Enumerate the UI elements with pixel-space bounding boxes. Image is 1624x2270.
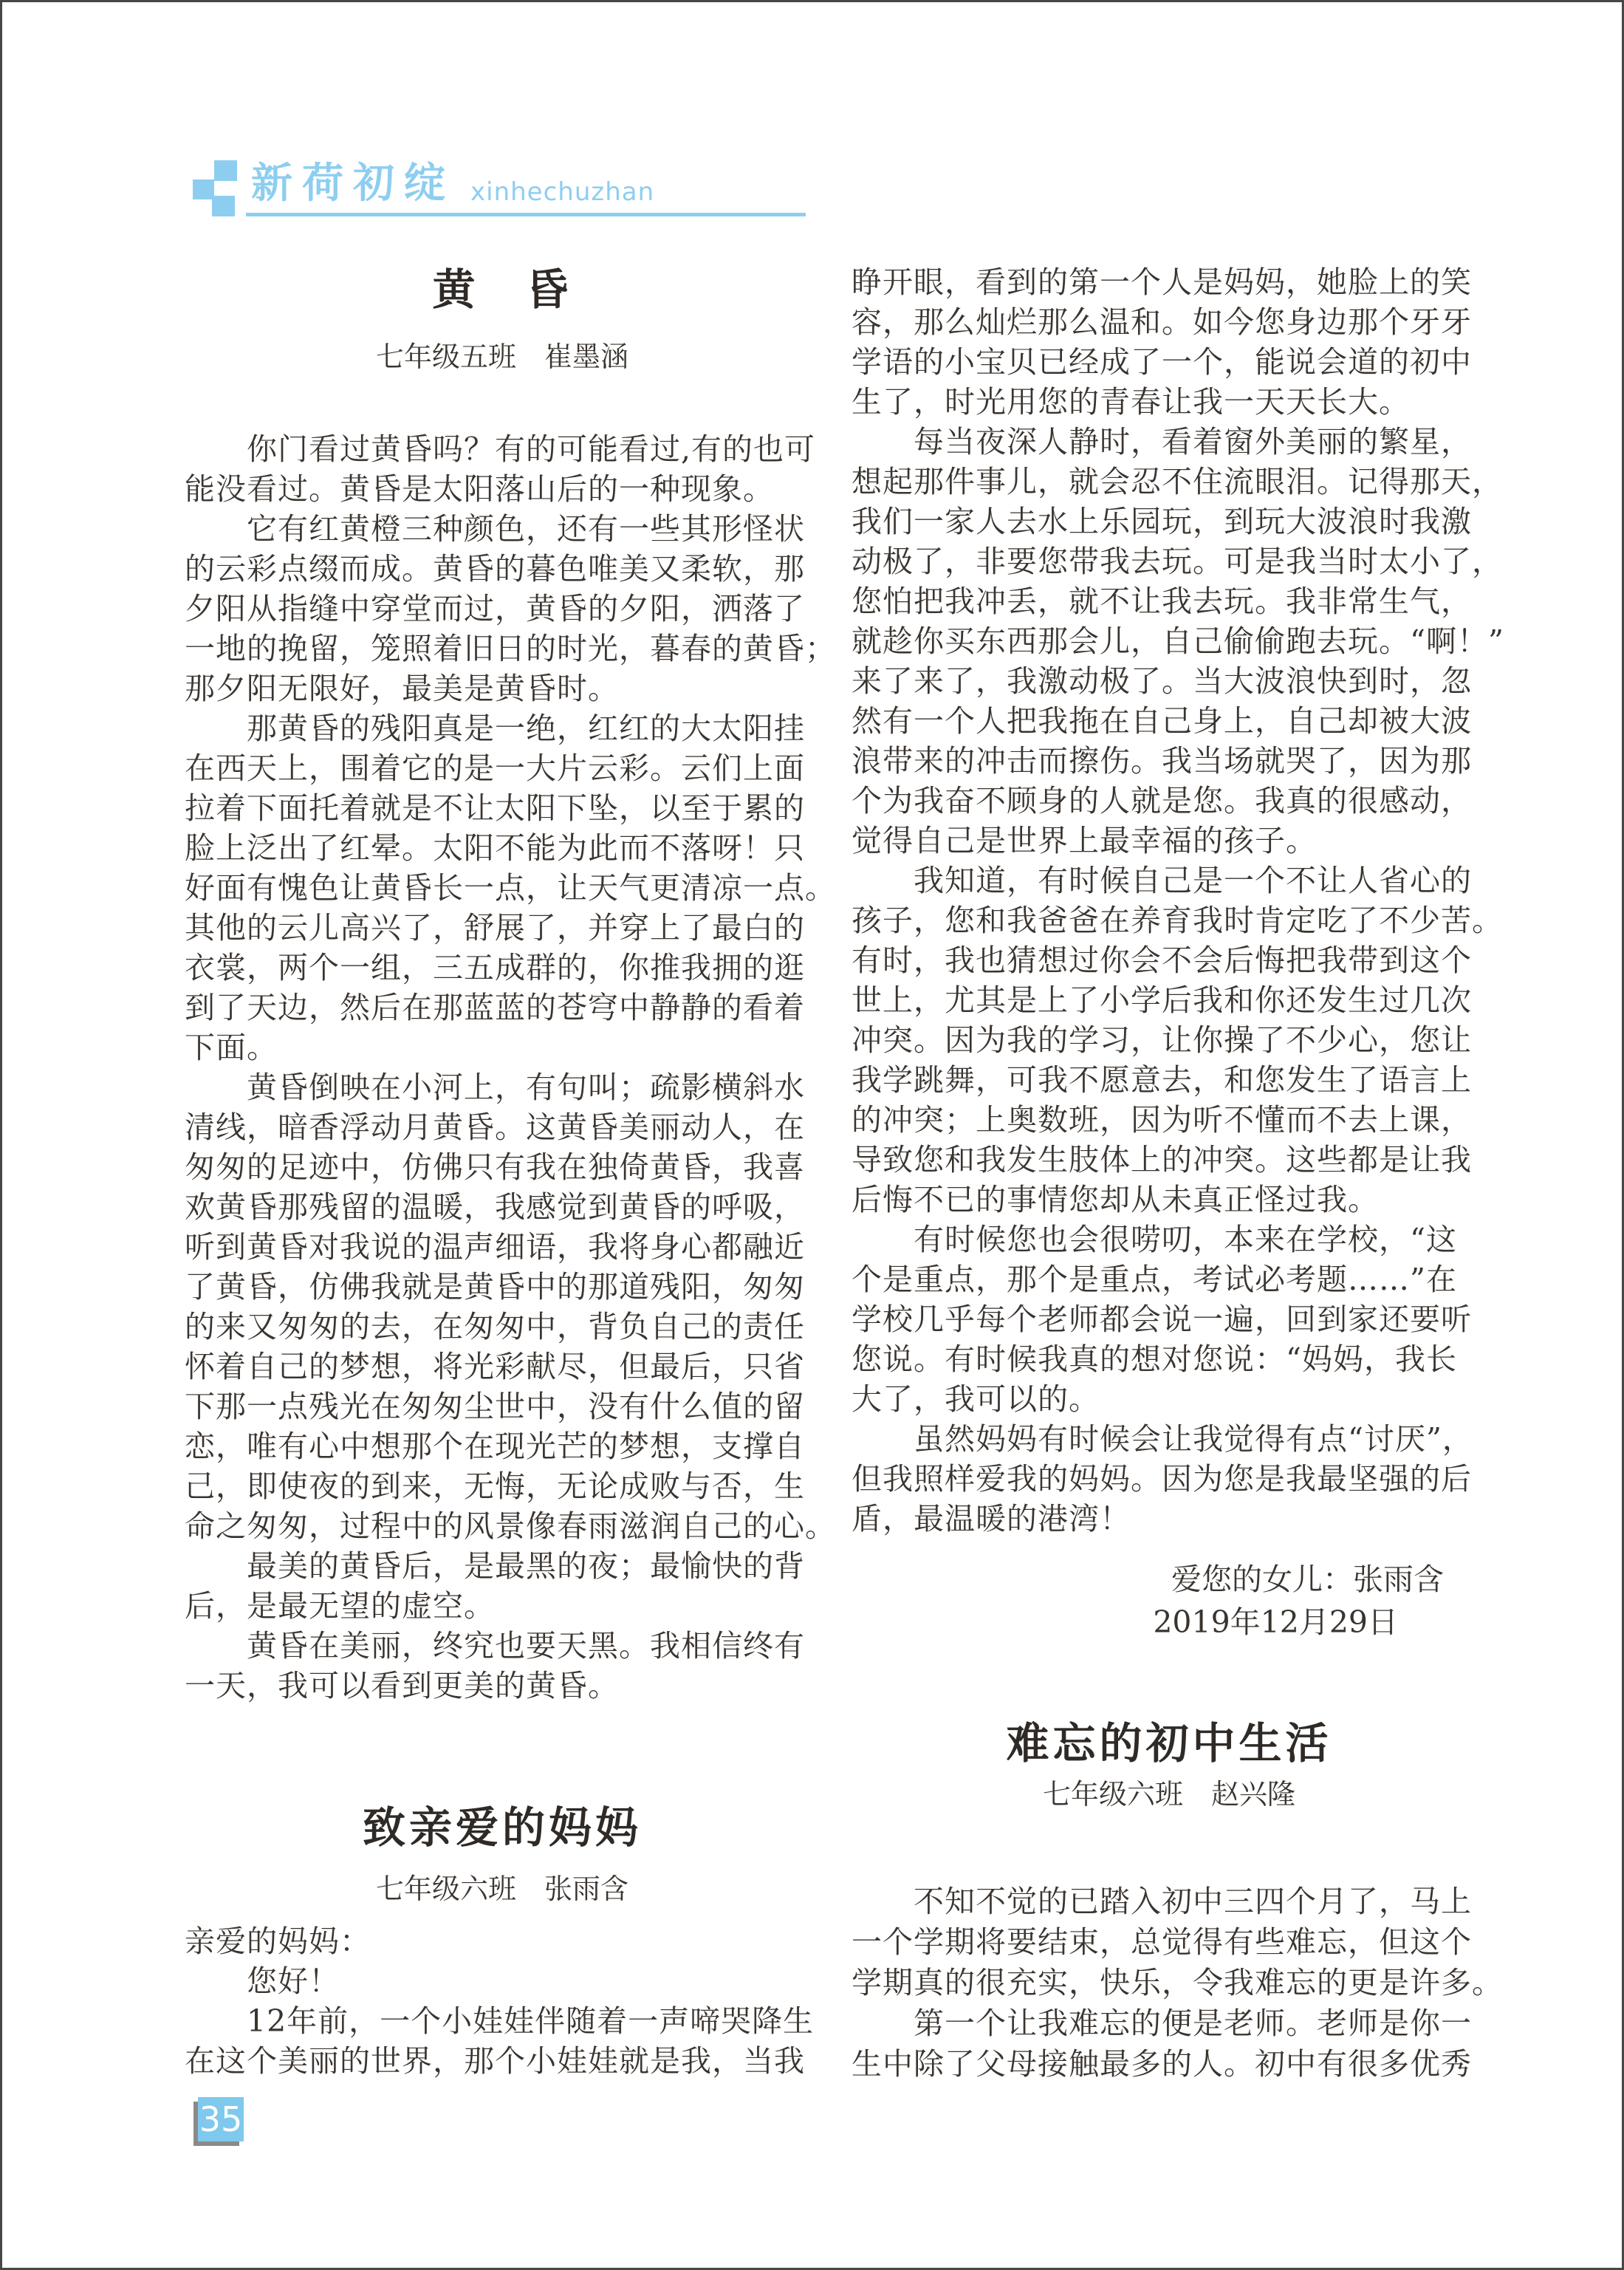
text-line: 不知不觉的已踏入初中三四个月了，马上 [852, 1884, 1472, 1919]
text-line: 的来又匆匆的去，在匆匆中，背负自己的责任 [185, 1309, 805, 1344]
text-line: 的云彩点缀而成。黄昏的暮色唯美又柔软，那 [185, 551, 805, 587]
text-line: 一个学期将要结束，总觉得有些难忘，但这个 [852, 1924, 1472, 1960]
text-line: 那夕阳无限好，最美是黄昏时。 [185, 671, 619, 706]
text-line: 但我照样爱我的妈妈。因为您是我最坚强的后 [852, 1461, 1472, 1497]
text-line: 学校几乎每个老师都会说一遍，回到家还要听 [852, 1302, 1472, 1337]
text-line: 盾，最温暖的港湾！ [852, 1501, 1131, 1536]
essay3-title: 难忘的初中生活 [1006, 1718, 1332, 1768]
essay1-title: 黄 昏 [432, 264, 572, 315]
logo-blocks-icon [193, 157, 248, 218]
page-number: 35 [199, 2099, 243, 2139]
text-line: 己，即使夜的到来，无悔，无论成败与否，生 [185, 1469, 805, 1504]
text-line: 个是重点，那个是重点，考试必考题……”在 [852, 1262, 1457, 1297]
text-line: 12年前，一个小娃娃伴随着一声啼哭降生 [185, 2003, 815, 2039]
text-line: 的冲突；上奥数班，因为听不懂而不去上课， [852, 1102, 1472, 1138]
text-line: 虽然妈妈有时候会让我觉得有点“讨厌”， [852, 1421, 1473, 1457]
logo-block-square-top [214, 160, 237, 181]
text-line: 一天，我可以看到更美的黄昏。 [185, 1668, 619, 1703]
text-line: 脸上泛出了红晕。太阳不能为此而不落呀！只 [185, 830, 805, 866]
text-line: 每当夜深人静时，看着窗外美丽的繁星， [852, 424, 1472, 459]
logo-block-square-bottom [212, 196, 235, 216]
text-line: 个为我奋不顾身的人就是您。我真的很感动， [852, 783, 1472, 818]
text-line: 导致您和我发生肢体上的冲突。这些都是让我 [852, 1142, 1472, 1177]
text-line: 夕阳从指缝中穿堂而过，黄昏的夕阳，洒落了 [185, 591, 805, 626]
text-line: 世上，尤其是上了小学后我和你还发生过几次 [852, 982, 1472, 1018]
text-line: 一地的挽留，笼照着旧日的时光，暮春的黄昏； [185, 631, 836, 666]
text-line: 学语的小宝贝已经成了一个，能说会道的初中 [852, 344, 1472, 380]
text-line: 学期真的很充实，快乐，令我难忘的更是许多。 [852, 1965, 1503, 2000]
text-line: 怀着自己的梦想，将光彩献尽，但最后，只省 [185, 1349, 805, 1384]
essay2-byline: 七年级六班 张雨含 [375, 1873, 628, 1905]
text-line: 黄昏在美丽，终究也要天黑。我相信终有 [185, 1628, 805, 1664]
section-logo-pinyin: xinhechuzhan [470, 177, 655, 207]
text-line: 第一个让我难忘的便是老师。老师是你一 [852, 2006, 1472, 2041]
text-line: 命之匆匆，过程中的风景像春雨滋润自己的心。 [185, 1508, 836, 1544]
text-line: 就趁你买东西那会儿，自己偷偷跑去玩。“啊！” [852, 623, 1504, 659]
header-underline [246, 213, 806, 216]
text-line: 能没看过。黄昏是太阳落山后的一种现象。 [185, 471, 774, 507]
text-line: 衣裳，两个一组，三五成群的，你推我拥的逛 [185, 950, 805, 985]
text-line: 睁开眼，看到的第一个人是妈妈，她脸上的笑 [852, 264, 1472, 300]
text-line: 想起那件事儿，就会忍不住流眼泪。记得那天， [852, 464, 1503, 499]
letter-signature: 爱您的女儿：张雨含 [1171, 1562, 1444, 1597]
letter-continuation-body [852, 262, 1504, 1539]
text-line: 冲突。因为我的学习，让你操了不少心，您让 [852, 1022, 1472, 1058]
text-line: 您怕把我冲丢，就不让我去玩。我非常生气， [852, 584, 1472, 619]
essay2-title: 致亲爱的妈妈 [362, 1802, 642, 1853]
text-line: 生中除了父母接触最多的人。初中有很多优秀 [852, 2046, 1472, 2082]
text-line: 有时，我也猜想过你会不会后悔把我带到这个 [852, 943, 1472, 978]
text-line: 容，那么灿烂那么温和。如今您身边那个牙牙 [852, 304, 1472, 340]
text-line: 恋，唯有心中想那个在现光芒的梦想，支撑自 [185, 1429, 805, 1464]
essay1-body [185, 429, 836, 1706]
text-line: 它有红黄橙三种颜色，还有一些其形怪状 [185, 511, 805, 547]
text-line: 我学跳舞，可我不愿意去，和您发生了语言上 [852, 1062, 1472, 1098]
text-line: 您说。有时候我真的想对您说：“妈妈，我长 [852, 1341, 1457, 1377]
text-line: 下那一点残光在匆匆尘世中，没有什么值的留 [185, 1389, 805, 1424]
text-line: 听到黄昏对我说的温声细语，我将身心都融近 [185, 1229, 805, 1265]
text-line: 孩子，您和我爸爸在养育我时肯定吃了不少苦。 [852, 903, 1503, 938]
essay2-body [185, 1921, 820, 2081]
text-line: 我知道，有时候自己是一个不让人省心的 [852, 863, 1472, 898]
text-line: 到了天边，然后在那蓝蓝的苍穹中静静的看着 [185, 990, 805, 1025]
text-line: 然有一个人把我拖在自己身上，自己却被大波 [852, 703, 1472, 739]
text-line: 后悔不已的事情您却从未真正怪过我。 [852, 1182, 1379, 1217]
text-line: 你门看过黄昏吗？有的可能看过,有的也可 [185, 431, 816, 467]
text-line: 有时候您也会很唠叨，本来在学校，“这 [852, 1222, 1457, 1257]
text-line: 好面有愧色让黄昏长一点，让天气更清凉一点。 [185, 870, 836, 906]
text-line: 大了，我可以的。 [852, 1381, 1100, 1417]
text-line: 在这个美丽的世界，那个小娃娃就是我，当我 [185, 2043, 805, 2079]
section-logo-text: 新荷初绽 [251, 160, 455, 208]
text-line: 我们一家人去水上乐园玩，到玩大波浪时我激 [852, 504, 1472, 539]
essay3-body [852, 1881, 1503, 2085]
text-line: 动极了，非要您带我去玩。可是我当时太小了， [852, 544, 1503, 579]
text-line: 拉着下面托着就是不让太阳下坠，以至于累的 [185, 790, 805, 826]
text-line: 您好！ [185, 1963, 340, 1999]
page-number-badge [198, 2097, 244, 2141]
text-line: 那黄昏的残阳真是一绝，红红的大太阳挂 [185, 711, 805, 746]
essay1-byline: 七年级五班 崔墨涵 [375, 341, 628, 373]
text-line: 了黄昏，仿佛我就是黄昏中的那道残阳，匆匆 [185, 1269, 805, 1305]
text-line: 后，是最无望的虚空。 [185, 1588, 495, 1624]
essay3-byline: 七年级六班 赵兴隆 [1042, 1778, 1295, 1811]
text-line: 其他的云儿高兴了，舒展了，并穿上了最白的 [185, 910, 805, 946]
text-line: 生了，时光用您的青春让我一天天长大。 [852, 384, 1410, 420]
text-line: 来了来了，我激动极了。当大波浪快到时，忽 [852, 663, 1472, 699]
text-line: 欢黄昏那残留的温暖，我感觉到黄昏的呼吸， [185, 1189, 805, 1225]
text-line: 最美的黄昏后，是最黑的夜；最愉快的背 [185, 1548, 805, 1584]
letter-date: 2019年12月29日 [1153, 1604, 1398, 1640]
text-line: 清线，暗香浮动月黄昏。这黄昏美丽动人，在 [185, 1110, 805, 1145]
text-line: 下面。 [185, 1030, 278, 1065]
text-line: 在西天上，围着它的是一大片云彩。云们上面 [185, 751, 805, 786]
text-line: 浪带来的冲击而擦伤。我当场就哭了，因为那 [852, 743, 1472, 779]
text-line: 黄昏倒映在小河上，有句叫；疏影横斜水 [185, 1070, 805, 1105]
text-line: 亲爱的妈妈： [185, 1924, 371, 1959]
text-line: 匆匆的足迹中，仿佛只有我在独倚黄昏，我喜 [185, 1149, 805, 1185]
text-line: 觉得自己是世界上最幸福的孩子。 [852, 823, 1317, 858]
logo-block-square-left [193, 180, 214, 199]
